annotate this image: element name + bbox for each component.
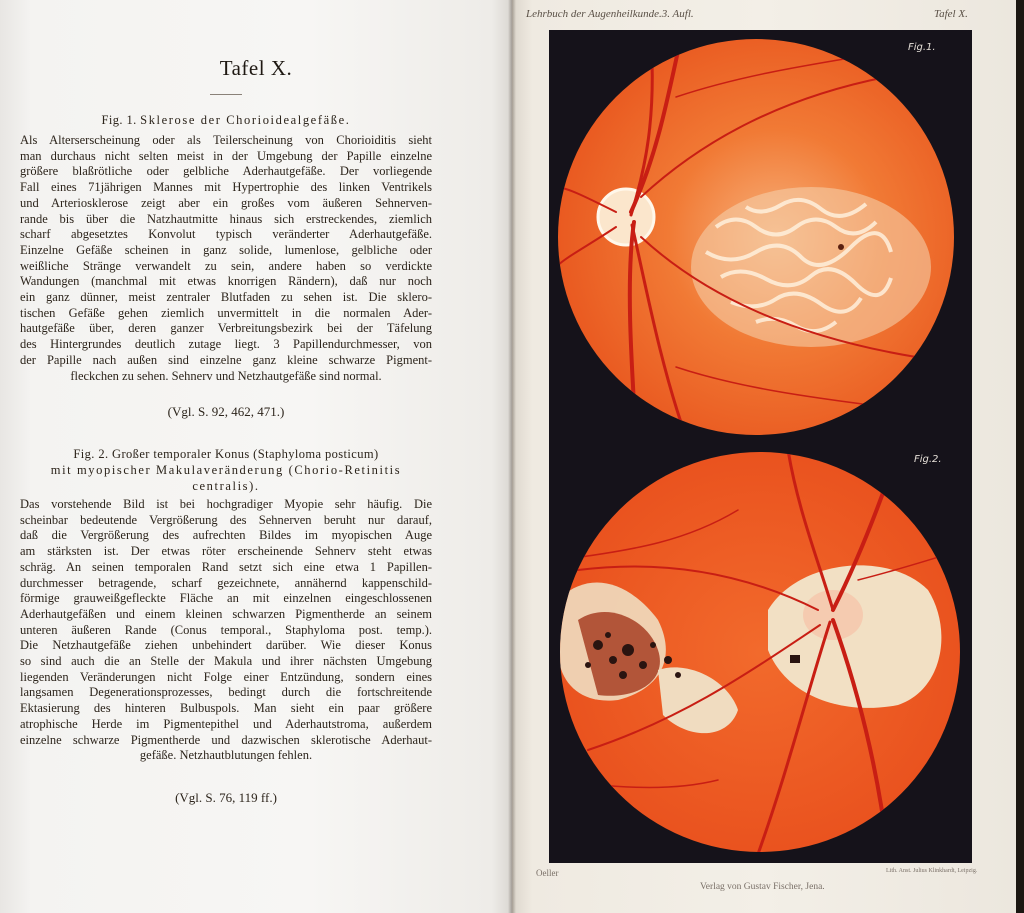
text-line: Das vorstehende Bild ist bei hochgradiger Myopie sehr häufig. Die (20, 497, 432, 511)
text-line: Wandungen (manchmal mit etwas knorrigen Rändern), daß nur noch (20, 274, 432, 289)
fig1-description (20, 133, 432, 384)
fig1-label: Fig.1. (908, 42, 936, 53)
text-line: förmige grauweißgefleckte Fläche an mit einzelnen eingeschlossenen (20, 591, 432, 606)
text-line: weißliche Stränge verwandelt zu sein, andere haben so verdickte (20, 258, 432, 273)
fig2-reference: (Vgl. S. 76, 119 ff.) (175, 790, 277, 805)
artist-credit: Oeller (536, 868, 559, 878)
text-line: Ektasierung des hinteren Bulbuspols. Man sieht ein paar größere (20, 701, 432, 716)
text-line: Fall eines 71jährigen Mannes mit Hypertrophie des linken Ventrikels (20, 180, 432, 195)
lithographer-credit: Lith. Anst. Julius Klinkhardt, Leipzig. (886, 868, 978, 874)
fig2-label: Fig.2. (914, 454, 942, 465)
fig1-heading-text: Sklerose der Chorioidealgefäße. (140, 113, 351, 127)
text-line: liegenden Veränderungen nicht Folge einer Entzündung, sondern eines (20, 669, 432, 684)
text-line: ein ganz dünner, meist zentraler Blutfaden zu sehen ist. Die sklero- (20, 290, 432, 305)
text-line: einzelne schwarze Pigmentherde und dazwischen sklerotische Aderhaut- (20, 732, 432, 747)
fig2-heading-line-1: Fig. 2. Großer temporaler Konus (Staphyloma posticum) (73, 447, 379, 461)
text-line: schräg. An seinen temporalen Rand setzt sich eine etwa 1 Papillen- (20, 559, 432, 574)
fig1-pigment-spot (838, 244, 844, 250)
fig1-reference: (Vgl. S. 92, 462, 471.) (167, 404, 285, 419)
text-line: Als Alterserscheinung oder als Teilerscheinung von Chorioiditis sieht (20, 133, 432, 147)
text-line: rande bis über die Natzhautmitte hinaus sich erstreckendes, ziemlich (20, 211, 432, 226)
page-title: Tafel X. (219, 56, 293, 80)
text-line: Aderhautgefäßen und einem kleinen schwarzen Pigmentherde an seinem (20, 606, 432, 621)
text-line: am stärksten ist. Der etwas röter erscheinende Sehnerv steht etwas (20, 544, 432, 559)
text-line: atrophische Herde im Pigmentepithel und Aderhautstroma, außerdem (20, 716, 432, 731)
fig2-description (20, 497, 432, 764)
text-line: scheinbar bedeutende Vergrößerung des Sehnerven beruht nur darauf, (20, 512, 432, 527)
text-line: und Arteriosklerose zeigt aber ein großes vom äußeren Sehnerven- (20, 195, 432, 210)
fig1-heading-prefix: Fig. 1. (101, 113, 137, 127)
text-line: gefäße. Netzhautblutungen fehlen. (139, 748, 313, 763)
running-head-plate: Tafel X. (934, 8, 968, 20)
running-head-book-title: Lehrbuch der Augenheilkunde.3. Aufl. (526, 8, 694, 20)
text-line: unteren äußeren Rande (Conus temporal., Staphyloma post. temp.). (20, 622, 432, 637)
text-line: man durchaus nicht selten meist in der Umgebung der Papille einzelne (20, 148, 432, 163)
fig2-heading (20, 446, 432, 494)
fig2-heading-line-2: mit myopischer Makulaveränderung (Chorio-Retinitis (50, 463, 402, 477)
text-line: langsamen Degenerationsprozesses, bedingt durch die fortschreitende (20, 685, 432, 700)
text-line: daß die Vergrößerung des aufrechten Bildes im myopischen Auge (20, 528, 432, 543)
publisher-credit: Verlag von Gustav Fischer, Jena. (700, 882, 825, 892)
title-divider (210, 94, 242, 95)
text-line: durchmesser betragende, scharf gezeichnete, annähernd kappenschild- (20, 575, 432, 590)
text-line: Die Netzhautgefäße ziehen unbehindert darüber. Wie dieser Konus (20, 638, 432, 653)
fig1-heading (20, 112, 432, 128)
text-line: Einzelne Gefäße scheinen in ganz solide, lumenlose, gelbliche oder (20, 242, 432, 257)
text-line: fleckchen zu sehen. Sehnerv und Netzhautgefäße sind normal. (70, 368, 382, 383)
text-line: des Hintergrundes deutlich zutage liegt. 3 Papillendurchmesser, von (20, 337, 432, 352)
text-line: so sind auch die an Stelle der Makula und ihrer nächsten Umgebung (20, 654, 432, 669)
book-gutter (508, 0, 516, 913)
fig1-optic-disc (598, 189, 654, 245)
text-line: größere blaßrötliche oder gelbliche Aderhautgefäße. Der vorliegende (20, 164, 432, 179)
text-line: der Papille nach außen sind einzelne ganz kleine schwarze Pigment- (20, 352, 432, 367)
fig2-fundus-illustration (558, 450, 962, 854)
text-line: tischen Gefäße gehen ziemlich unvermittelt in die normalen Ader- (20, 305, 432, 320)
text-line: scharf abgesetztes Konvolut typisch veränderter Aderhautgefäße. (20, 227, 432, 242)
fig1-sclerotic-area (691, 187, 931, 347)
fig2-optic-disc (803, 590, 863, 640)
fig2-heading-line-3: centralis). (192, 479, 260, 493)
text-line: hautgefäße über, deren ganzer Verbreitungsbezirk bei der Täfelung (20, 321, 432, 336)
fig1-fundus-illustration (556, 37, 956, 437)
